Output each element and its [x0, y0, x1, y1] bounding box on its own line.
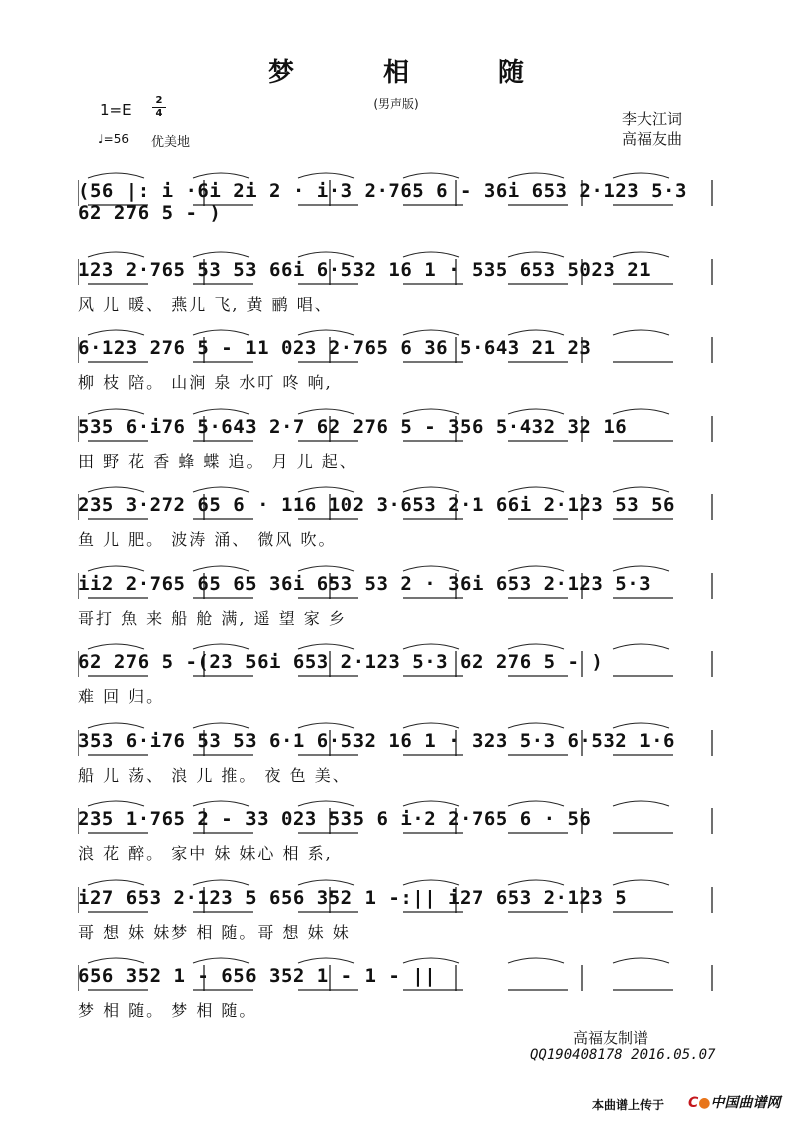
- slur-mark: [193, 409, 249, 414]
- slur-mark: [298, 723, 354, 728]
- slur-mark: [298, 880, 354, 885]
- slur-mark: [613, 801, 669, 806]
- notation-line: [78, 643, 714, 685]
- slur-mark: [508, 173, 564, 178]
- slur-mark: [298, 487, 354, 492]
- lyrics-line: 梦 相 随。 梦 相 随。: [78, 1001, 258, 1020]
- notation-text: 6·123 276 5 - 11 023 2·765 6 36 5·643 21 23: [78, 337, 592, 359]
- notation-text: 235 3·272 65 6 · 116 102 3·653 2·1 66i 2·123 53 56: [78, 494, 675, 516]
- notation-line: [78, 329, 714, 371]
- notation-line: [78, 957, 714, 999]
- notation-line: [78, 408, 714, 450]
- notation-line: [78, 722, 714, 764]
- tempo-marking: ♩=56: [98, 132, 129, 146]
- slur-mark: [298, 566, 354, 571]
- slur-mark: [88, 566, 144, 571]
- notation-line: [78, 251, 714, 293]
- slur-mark: [88, 958, 144, 963]
- notation-text: (56 |: i ·6i 2i 2 · i·3 2·765 6 - 36i 653 2·123 5·3 62 276 5 - ): [78, 180, 687, 224]
- lyrics-line: 难 回 归。: [78, 687, 165, 706]
- slur-mark: [193, 330, 249, 335]
- notation-text: 123 2·765 53 53 66i 6·532 16 1 · 535 653 5023 21: [78, 258, 652, 281]
- notation-line: [78, 486, 714, 528]
- notation-line: [78, 172, 714, 224]
- notation-text: 235 1·765 2 - 33 023 535 6 i·2 2·765 6 · 56: [78, 808, 592, 830]
- slur-mark: [613, 644, 669, 649]
- slur-mark: [298, 330, 354, 335]
- slur-mark: [403, 409, 459, 414]
- slur-mark: [508, 330, 564, 335]
- notation-text: ii2 2·765 65 65 36i 653 53 2 · 36i 653 2·123 5·3: [78, 572, 652, 595]
- notation-line: [78, 565, 714, 607]
- slur-mark: [193, 487, 249, 492]
- slur-mark: [613, 487, 669, 492]
- slur-mark: [508, 880, 564, 885]
- arranger-credit: 高福友制谱: [573, 1029, 649, 1047]
- meter-bottom: 4: [155, 108, 163, 119]
- slur-mark: [193, 958, 249, 963]
- slur-mark: [613, 958, 669, 963]
- upload-note: 本曲谱上传于: [592, 1098, 665, 1112]
- notation-line: [78, 800, 714, 842]
- notation-text: 535 6·i76 5·643 2·7 62 276 5 - 356 5·432 32 16: [78, 415, 628, 438]
- slur-mark: [508, 252, 564, 257]
- slur-mark: [88, 330, 144, 335]
- slur-mark: [88, 409, 144, 414]
- slur-mark: [613, 409, 669, 414]
- slur-mark: [508, 409, 564, 414]
- slur-mark: [88, 880, 144, 885]
- slur-mark: [508, 958, 564, 963]
- slur-mark: [298, 252, 354, 257]
- slur-mark: [613, 566, 669, 571]
- lyrics-line: 哥 想 妹 妹梦 相 随。哥 想 妹 妹: [78, 922, 351, 942]
- slur-mark: [88, 487, 144, 492]
- slur-mark: [193, 173, 249, 178]
- slur-mark: [88, 801, 144, 806]
- slur-mark: [403, 723, 459, 728]
- expression-marking: 优美地: [151, 135, 191, 150]
- slur-mark: [298, 644, 354, 649]
- lyrics-line: 船 儿 荡、 浪 儿 推。 夜 色 美、: [78, 765, 351, 785]
- slur-mark: [508, 487, 564, 492]
- slur-mark: [88, 644, 144, 649]
- notation-text: i27 653 2·123 5 656 352 1 -:|| i27 653 2·123 5: [78, 886, 628, 909]
- notation-text: 353 6·i76 53 53 6·1 6·532 16 1 · 323 5·3 6·532 1·6: [78, 729, 675, 752]
- key-signature: 1=E: [100, 101, 132, 119]
- slur-mark: [403, 330, 459, 335]
- slur-mark: [193, 252, 249, 257]
- slur-mark: [508, 801, 564, 806]
- slur-mark: [508, 566, 564, 571]
- slur-mark: [88, 173, 144, 178]
- slur-mark: [88, 252, 144, 257]
- slur-mark: [403, 644, 459, 649]
- lyrics-line: 柳 枝 陪。 山涧 泉 水叮 咚 响,: [78, 373, 333, 392]
- site-logo[interactable]: C●中国曲谱网: [688, 1095, 781, 1111]
- slur-mark: [508, 723, 564, 728]
- lyrics-line: 田 野 花 香 蜂 蝶 追。 月 儿 起、: [78, 451, 358, 471]
- notation-line: [78, 879, 714, 921]
- subtitle: (男声版): [373, 97, 419, 111]
- slur-mark: [403, 487, 459, 492]
- slur-mark: [613, 173, 669, 178]
- page-title: 梦 相 随: [267, 58, 565, 88]
- notation-text: 656 352 1 - 656 352 1 - 1 - ||: [78, 965, 437, 987]
- time-signature: [152, 96, 166, 119]
- slur-mark: [193, 801, 249, 806]
- lyricist-credit: 李大江词: [622, 110, 683, 128]
- slur-mark: [298, 173, 354, 178]
- lyrics-line: 风 儿 暖、 燕儿 飞, 黄 鹂 唱、: [78, 294, 333, 314]
- slur-mark: [298, 409, 354, 414]
- slur-mark: [298, 801, 354, 806]
- notation-text: 62 276 5 -(23 56i 653 2·123 5·3 62 276 5 - ): [78, 651, 604, 673]
- lyrics-line: 哥打 魚 来 船 舱 满, 遥 望 家 乡: [78, 608, 347, 628]
- slur-mark: [403, 173, 459, 178]
- lyrics-line: 鱼 儿 肥。 波涛 涌、 微风 吹。: [78, 530, 337, 549]
- slur-mark: [613, 330, 669, 335]
- lyrics-line: 浪 花 醉。 家中 妹 妹心 相 系,: [78, 844, 333, 863]
- slur-mark: [88, 723, 144, 728]
- site-logo-text: 中国曲谱网: [710, 1095, 781, 1111]
- slur-mark: [193, 880, 249, 885]
- composer-credit: 高福友曲: [622, 130, 683, 148]
- slur-mark: [193, 723, 249, 728]
- slur-mark: [403, 566, 459, 571]
- slur-mark: [403, 252, 459, 257]
- slur-mark: [613, 252, 669, 257]
- meter-top: 2: [155, 95, 163, 106]
- slur-mark: [613, 723, 669, 728]
- slur-mark: [193, 566, 249, 571]
- slur-mark: [193, 644, 249, 649]
- contact-date: QQ190408178 2016.05.07: [530, 1047, 716, 1063]
- slur-mark: [403, 958, 459, 963]
- slur-mark: [508, 644, 564, 649]
- slur-mark: [298, 958, 354, 963]
- slur-mark: [403, 880, 459, 885]
- slur-mark: [613, 880, 669, 885]
- slur-mark: [403, 801, 459, 806]
